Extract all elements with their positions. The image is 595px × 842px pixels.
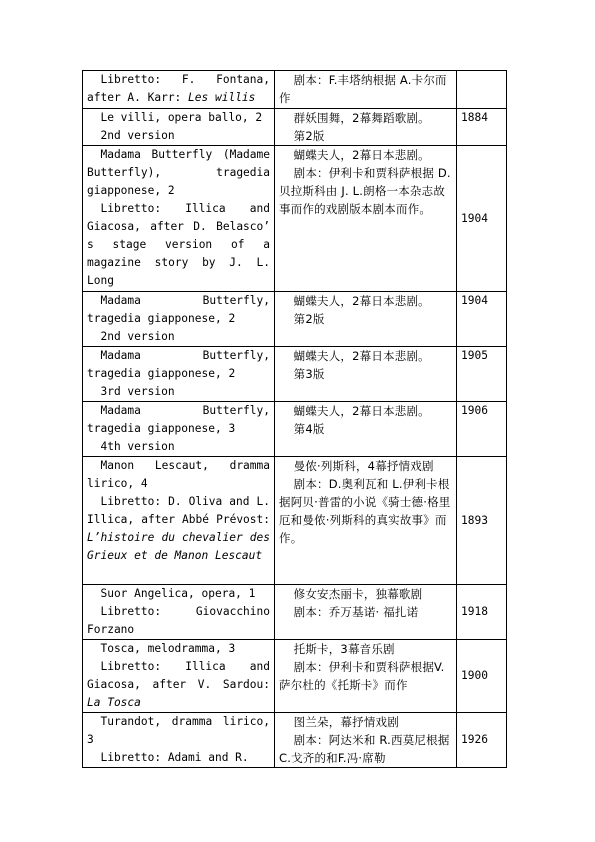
work-text: Libretto: Giovacchino Forzano	[87, 605, 270, 636]
year-cell: 1926	[457, 713, 507, 768]
work-text: 2nd version	[100, 330, 175, 343]
chinese-text: 群妖围舞，2幕舞蹈歌剧。	[293, 111, 430, 125]
chinese-text: 第2版	[293, 312, 325, 326]
work-text-italic: L’histoire du chevalier des Grieux et de Manon Lescaut	[87, 531, 270, 562]
table-row	[83, 292, 507, 347]
chinese-title-cell	[275, 146, 457, 292]
table-row	[83, 109, 507, 146]
table-row	[83, 640, 507, 713]
work-text: Madama Butterfly, tragedia giapponese, 3	[87, 404, 270, 435]
year-cell: 1884	[457, 109, 507, 146]
work-title-cell	[83, 109, 275, 146]
chinese-title-cell	[275, 292, 457, 347]
chinese-title-cell	[275, 457, 457, 585]
year-cell: 1918	[457, 585, 507, 640]
year-cell: 1905	[457, 347, 507, 402]
chinese-text: 第4版	[293, 422, 325, 436]
chinese-text: 剧本：阿达米和 R.西莫尼根据C.戈齐的和F.冯·席勒	[279, 733, 450, 765]
document-page	[82, 70, 506, 768]
table-row	[83, 71, 507, 109]
chinese-text: 剧本：F.丰塔纳根据 A.卡尔而作	[279, 73, 447, 105]
work-title-cell	[83, 402, 275, 457]
work-text: Madama Butterfly (Madame Butterfly), tragedia giapponese, 2	[87, 148, 270, 197]
work-text: Libretto: Illica and Giacosa, after V. Sardou:	[87, 660, 270, 691]
chinese-title-cell	[275, 347, 457, 402]
year-cell: 1893	[457, 457, 507, 585]
opera-table	[82, 70, 507, 768]
work-text-italic: La Tosca	[87, 696, 141, 709]
work-title-cell	[83, 347, 275, 402]
work-text: Manon Lescaut, dramma lirico, 4	[87, 459, 270, 490]
chinese-text: 剧本：D.奥利瓦和 L.伊利卡根据阿贝·普雷的小说《骑士德·格里厄和曼侬·列斯科的真实故事》而作。	[279, 477, 451, 545]
table-row	[83, 457, 507, 585]
work-text: Madama Butterfly, tragedia giapponese, 2	[87, 349, 270, 380]
work-title-cell	[83, 713, 275, 768]
chinese-title-cell	[275, 640, 457, 713]
chinese-text: 托斯卡，3幕音乐剧	[293, 642, 395, 656]
chinese-text: 修女安杰丽卡，独幕歌剧	[293, 587, 423, 601]
chinese-text: 第3版	[293, 367, 325, 381]
chinese-text: 剧本：伊利卡和贾科萨根据V.萨尔杜的《托斯卡》而作	[279, 660, 445, 692]
chinese-title-cell	[275, 109, 457, 146]
chinese-text: 曼侬·列斯科，4幕抒情戏剧	[293, 459, 434, 473]
work-title-cell	[83, 457, 275, 585]
chinese-title-cell	[275, 585, 457, 640]
work-title-cell	[83, 71, 275, 109]
chinese-text: 剧本：伊利卡和贾科萨根据 D.贝拉斯科由 J. L.朗格一本杂志故事而作的戏剧版本剧本而作。	[279, 166, 451, 216]
work-text: Tosca, melodramma, 3	[100, 642, 236, 655]
chinese-text: 剧本：乔万基诺· 福扎诺	[293, 605, 419, 619]
chinese-title-cell	[275, 71, 457, 109]
year-cell: 1904	[457, 292, 507, 347]
year-cell: 1900	[457, 640, 507, 713]
work-title-cell	[83, 585, 275, 640]
table-row	[83, 402, 507, 457]
table-row	[83, 585, 507, 640]
work-text: 4th version	[100, 440, 175, 453]
table-row	[83, 146, 507, 292]
work-text: Libretto: F. Fontana, after A. Karr:	[87, 73, 270, 104]
work-text: Libretto: Illica and Giacosa, after D. Belasco’ s stage version of a magazine story by J. L. Long	[87, 202, 270, 287]
work-text-italic: Les willis	[188, 91, 256, 104]
chinese-text: 图兰朵，幕抒情戏剧	[293, 715, 399, 729]
work-text: 3rd version	[100, 385, 175, 398]
work-text: 2nd version	[100, 129, 175, 142]
work-text: Suor Angelica, opera, 1	[100, 587, 256, 600]
chinese-text: 蝴蝶夫人，2幕日本悲剧。	[293, 349, 430, 363]
work-text: Libretto: Adami and R.	[100, 751, 249, 764]
work-title-cell	[83, 146, 275, 292]
chinese-title-cell	[275, 713, 457, 768]
work-text: Le villi, opera ballo, 2	[100, 111, 263, 124]
table-row	[83, 713, 507, 768]
work-title-cell	[83, 292, 275, 347]
work-text: Madama Butterfly, tragedia giapponese, 2	[87, 294, 270, 325]
chinese-text: 第2版	[293, 129, 325, 143]
work-title-cell	[83, 640, 275, 713]
chinese-text: 蝴蝶夫人，2幕日本悲剧。	[293, 148, 430, 162]
chinese-text: 蝴蝶夫人，2幕日本悲剧。	[293, 294, 430, 308]
table-row	[83, 347, 507, 402]
chinese-text: 蝴蝶夫人，2幕日本悲剧。	[293, 404, 430, 418]
year-cell	[457, 71, 507, 109]
work-text: Libretto: D. Oliva and L. Illica, after Abbé Prévost:	[87, 495, 270, 526]
work-text: Turandot, dramma lirico, 3	[87, 715, 270, 746]
year-cell: 1904	[457, 146, 507, 292]
chinese-title-cell	[275, 402, 457, 457]
year-cell: 1906	[457, 402, 507, 457]
